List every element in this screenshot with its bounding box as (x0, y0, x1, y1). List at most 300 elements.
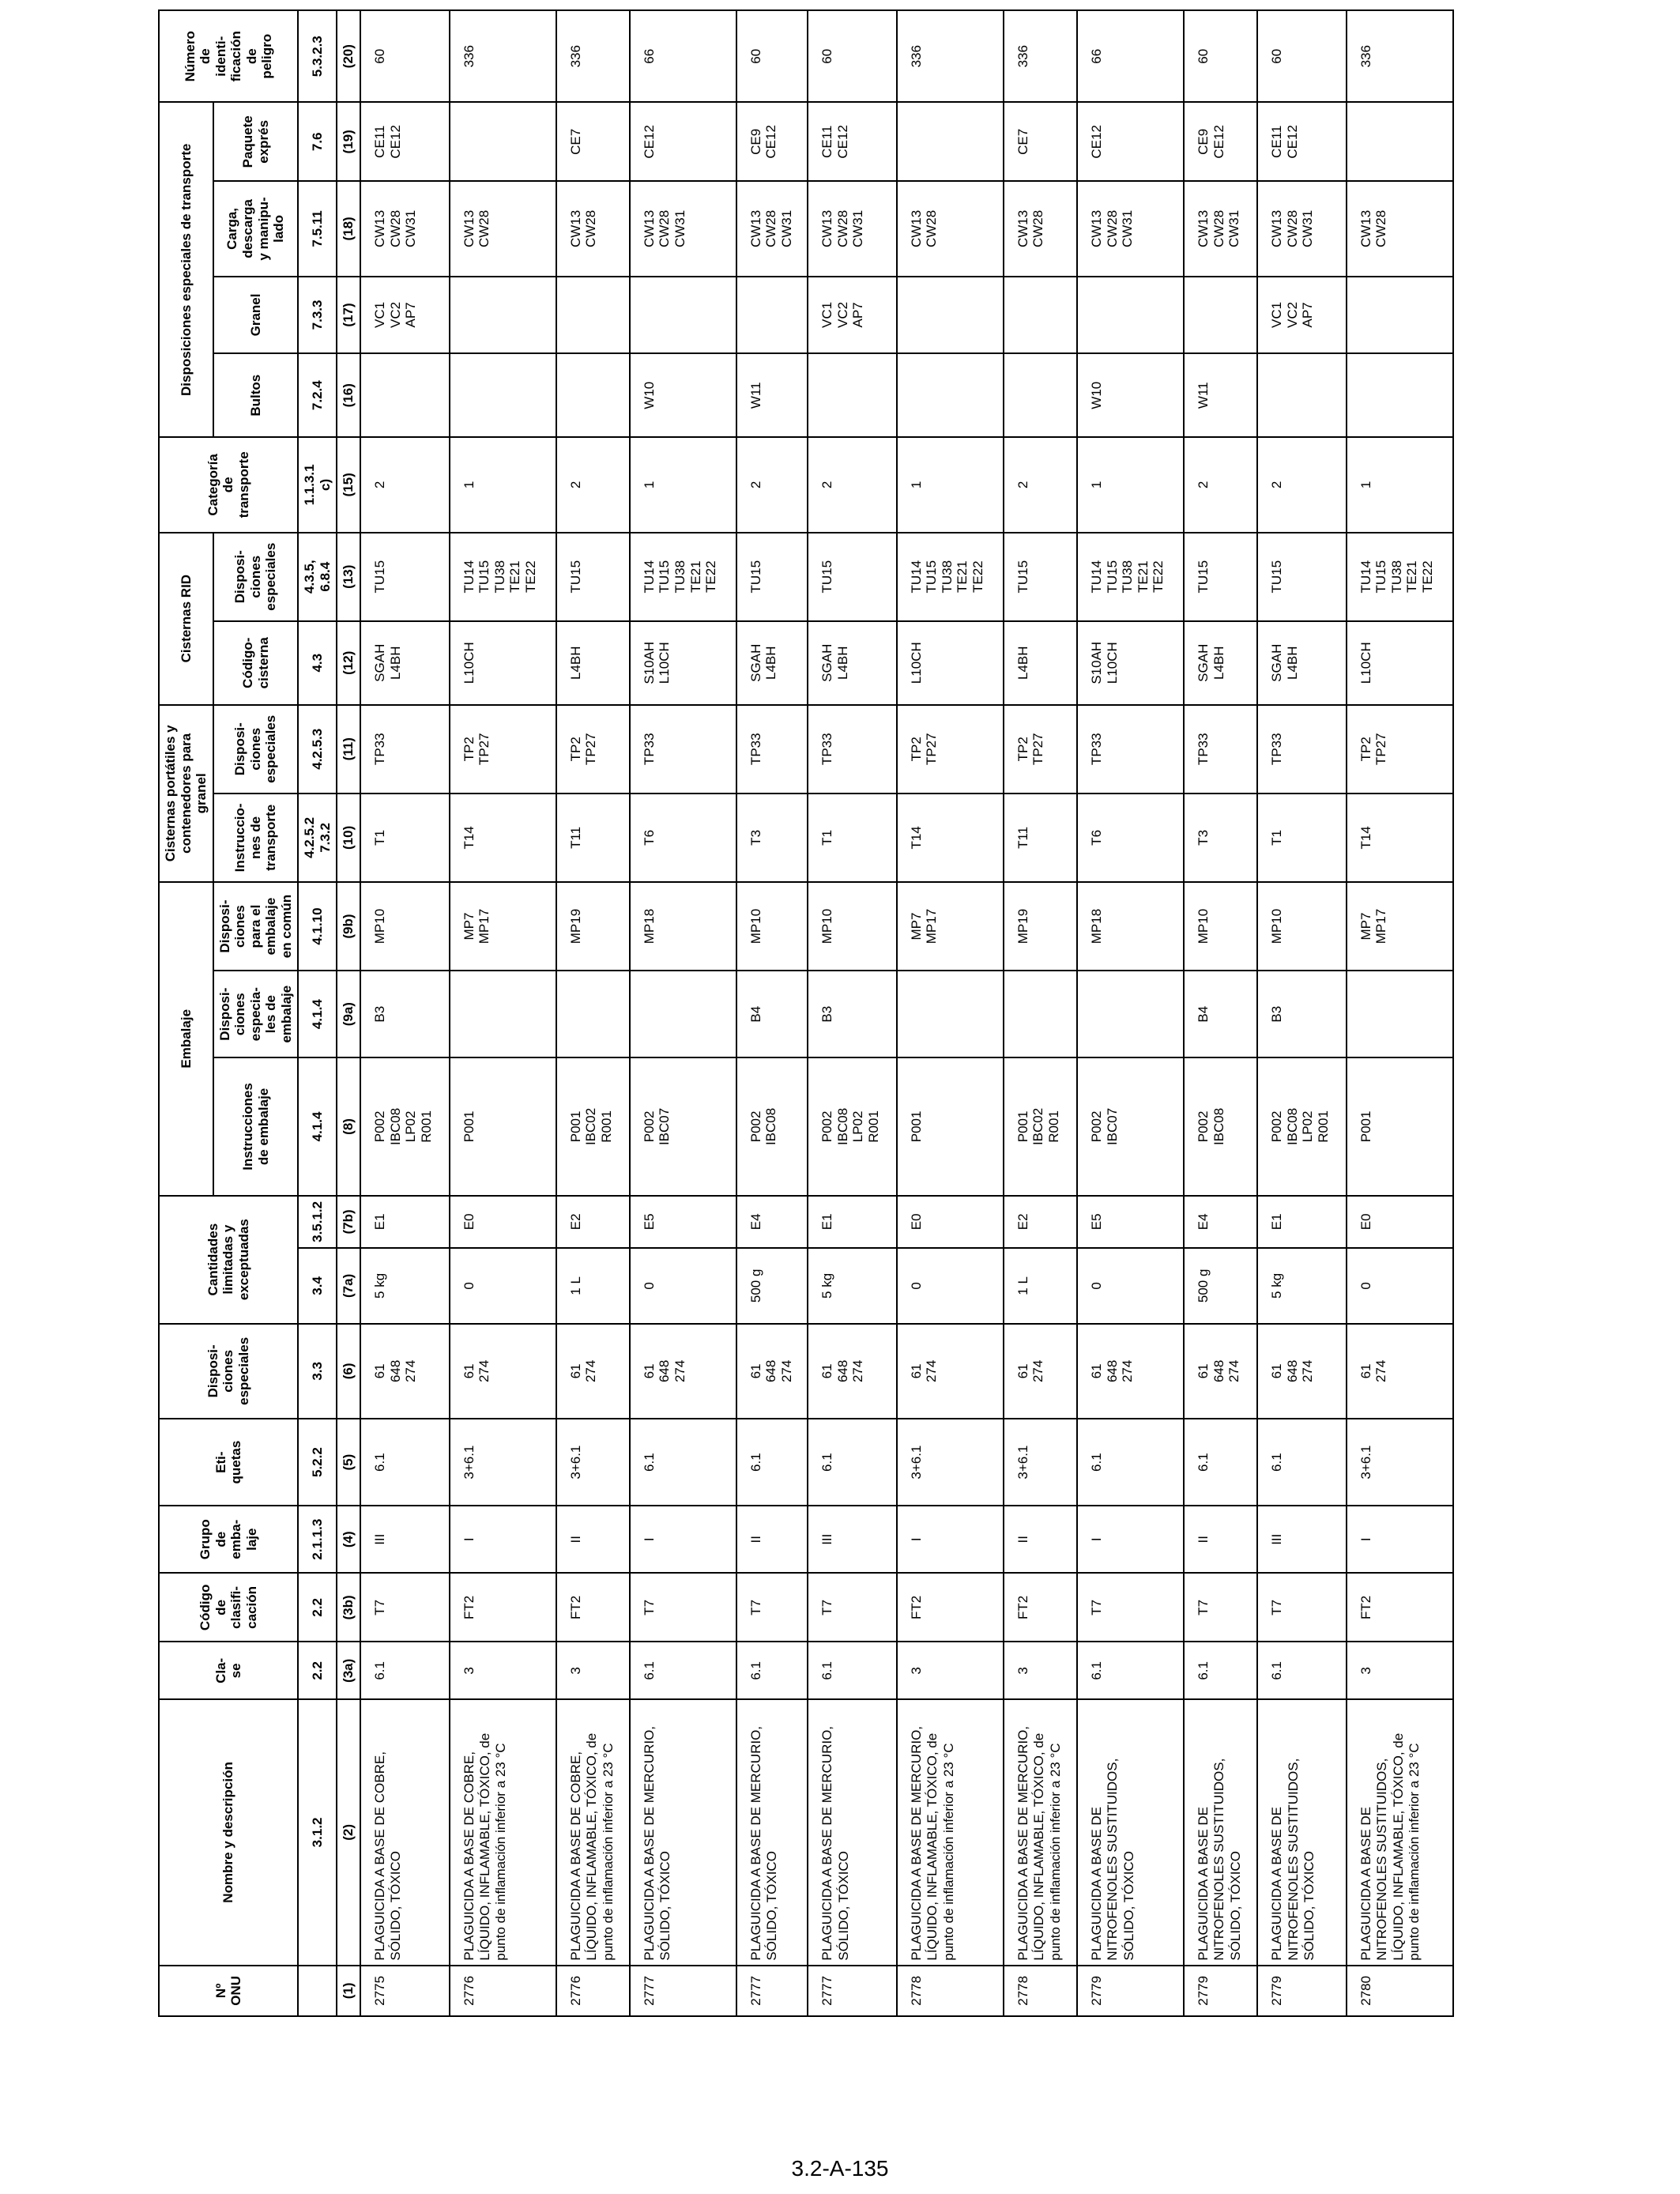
packages-provisions-cell (1347, 353, 1453, 437)
transport-category-cell: 2 (1184, 437, 1257, 532)
packing-group-cell: I (630, 1506, 736, 1573)
table-row (1347, 10, 1453, 2016)
class-cell: 6.1 (1077, 1642, 1184, 1700)
packing-instructions-cell: P001 (897, 1057, 1004, 1195)
portable-tank-instructions-cell: T1 (1257, 794, 1347, 882)
header-cisternas-rid: Cisternas RID (159, 533, 213, 705)
portable-tank-instructions-cell: T6 (630, 794, 736, 882)
name-description-cell: PLAGUICIDA A BASE DE NITROFENOLES SUSTITUIDOS, SÓLIDO, TÓXICO (1077, 1699, 1184, 1965)
num-row-cell: (7b) (337, 1196, 360, 1248)
portable-tank-provisions-cell: TP2 TP27 (556, 705, 630, 794)
packing-group-cell: I (450, 1506, 556, 1573)
labels-cell: 3+6.1 (450, 1419, 556, 1506)
labels-cell: 6.1 (630, 1419, 736, 1506)
tank-code-cell: L4BH (1004, 621, 1077, 705)
express-parcel-cell: CE11 CE12 (1257, 102, 1347, 181)
portable-tank-provisions-cell: TP2 TP27 (897, 705, 1004, 794)
packages-provisions-cell (450, 353, 556, 437)
packing-instructions-cell: P001 IBC02 R001 (556, 1057, 630, 1195)
mixed-packing-provisions-cell: MP18 (1077, 882, 1184, 971)
packing-instructions-cell: P002 IBC08 LP02 R001 (1257, 1057, 1347, 1195)
transport-category-cell: 2 (360, 437, 450, 532)
express-parcel-cell: CE9 CE12 (736, 102, 808, 181)
excepted-quantity-cell: E1 (360, 1196, 450, 1248)
packing-group-cell: II (736, 1506, 808, 1573)
header-instrucciones-transporte: Instruccio- nes de transporte (213, 794, 299, 882)
packing-instructions-cell: P002 IBC08 (736, 1057, 808, 1195)
bulk-provisions-cell (630, 277, 736, 354)
labels-cell: 6.1 (1184, 1419, 1257, 1506)
num-row-cell: (17) (337, 277, 360, 354)
ref-row-cell: 5.2.2 (298, 1419, 337, 1506)
excepted-quantity-cell: E0 (450, 1196, 556, 1248)
mixed-packing-provisions-cell: MP10 (736, 882, 808, 971)
column-number-row (337, 10, 360, 2016)
transport-category-cell: 1 (1077, 437, 1184, 532)
labels-cell: 6.1 (808, 1419, 897, 1506)
rid-tank-provisions-cell: TU15 (556, 533, 630, 621)
limited-quantity-cell: 5 kg (1257, 1248, 1347, 1324)
loading-provisions-cell: CW13 CW28 (897, 181, 1004, 276)
un-number-cell: 2775 (360, 1966, 450, 2016)
num-row-cell: (3a) (337, 1642, 360, 1700)
table-row (1257, 10, 1347, 2016)
tank-code-cell: SGAH L4BH (736, 621, 808, 705)
ref-row-cell: 4.1.4 (298, 1057, 337, 1195)
num-row-cell: (16) (337, 353, 360, 437)
special-provisions-cell: 61 648 274 (736, 1324, 808, 1419)
reference-row (298, 10, 337, 2016)
excepted-quantity-cell: E5 (630, 1196, 736, 1248)
classification-code-cell: FT2 (897, 1573, 1004, 1642)
ref-row-cell: 4.3.5, 6.8.4 (298, 533, 337, 621)
name-description-cell: PLAGUICIDA A BASE DE MERCURIO, SÓLIDO, TÓXICO (630, 1699, 736, 1965)
limited-quantity-cell: 0 (1347, 1248, 1453, 1324)
loading-provisions-cell: CW13 CW28 CW31 (808, 181, 897, 276)
hazard-number-cell: 336 (897, 10, 1004, 102)
excepted-quantity-cell: E1 (1257, 1196, 1347, 1248)
header-disposiciones-portatiles: Disposi- ciones especiales (213, 705, 299, 794)
name-description-cell: PLAGUICIDA A BASE DE NITROFENOLES SUSTITUIDOS, SÓLIDO, TÓXICO (1184, 1699, 1257, 1965)
express-parcel-cell: CE11 CE12 (360, 102, 450, 181)
ref-row-cell: 2.2 (298, 1642, 337, 1700)
limited-quantity-cell: 0 (450, 1248, 556, 1324)
mixed-packing-provisions-cell: MP19 (556, 882, 630, 971)
classification-code-cell: T7 (1257, 1573, 1347, 1642)
num-row-cell: (3b) (337, 1573, 360, 1642)
num-row-cell: (11) (337, 705, 360, 794)
portable-tank-instructions-cell: T14 (450, 794, 556, 882)
ref-row-cell: 4.3 (298, 621, 337, 705)
packages-provisions-cell (360, 353, 450, 437)
hazard-number-cell: 336 (1347, 10, 1453, 102)
table-wrapper (158, 9, 1454, 2017)
name-description-cell: PLAGUICIDA A BASE DE COBRE, LÍQUIDO, INFLAMABLE, TÓXICO, de punto de inflamación inferior a 23 °C (556, 1699, 630, 1965)
hazard-number-cell: 66 (1077, 10, 1184, 102)
portable-tank-provisions-cell: TP2 TP27 (1347, 705, 1453, 794)
rid-tank-provisions-cell: TU14 TU15 TU38 TE21 TE22 (1077, 533, 1184, 621)
portable-tank-provisions-cell: TP33 (360, 705, 450, 794)
table-row (630, 10, 736, 2016)
labels-cell: 3+6.1 (1004, 1419, 1077, 1506)
header-categoria: Categoría de transporte (159, 437, 298, 532)
mixed-packing-provisions-cell: MP7 MP17 (897, 882, 1004, 971)
ref-row-cell: 3.4 (298, 1248, 337, 1324)
loading-provisions-cell: CW13 CW28 (556, 181, 630, 276)
rid-tank-provisions-cell: TU14 TU15 TU38 TE21 TE22 (897, 533, 1004, 621)
packing-group-cell: II (1004, 1506, 1077, 1573)
header-disposiciones-especiales: Disposi- ciones especiales (159, 1324, 298, 1419)
name-description-cell: PLAGUICIDA A BASE DE NITROFENOLES SUSTITUIDOS, LÍQUIDO, INFLAMABLE, TÓXICO, de punto de inflamación inferior a 23 °C (1347, 1699, 1453, 1965)
ref-row-cell: 2.1.1.3 (298, 1506, 337, 1573)
loading-provisions-cell: CW13 CW28 (1347, 181, 1453, 276)
special-provisions-cell: 61 648 274 (1184, 1324, 1257, 1419)
limited-quantity-cell: 1 L (556, 1248, 630, 1324)
portable-tank-provisions-cell: TP33 (630, 705, 736, 794)
special-packing-provisions-cell (897, 971, 1004, 1057)
portable-tank-instructions-cell: T1 (360, 794, 450, 882)
rid-tank-provisions-cell: TU15 (1184, 533, 1257, 621)
portable-tank-instructions-cell: T11 (556, 794, 630, 882)
classification-code-cell: T7 (736, 1573, 808, 1642)
rid-tank-provisions-cell: TU15 (808, 533, 897, 621)
limited-quantity-cell: 5 kg (360, 1248, 450, 1324)
bulk-provisions-cell: VC1 VC2 AP7 (360, 277, 450, 354)
un-number-cell: 2777 (736, 1966, 808, 2016)
header-disposiciones-rid: Disposi- ciones especiales (213, 533, 299, 621)
header-instrucciones-embalaje: Instrucciones de embalaje (213, 1057, 299, 1195)
num-row-cell: (20) (337, 10, 360, 102)
excepted-quantity-cell: E4 (1184, 1196, 1257, 1248)
bulk-provisions-cell (897, 277, 1004, 354)
special-provisions-cell: 61 648 274 (1077, 1324, 1184, 1419)
name-description-cell: PLAGUICIDA A BASE DE MERCURIO, LÍQUIDO, INFLAMABLE, TÓXICO, de punto de inflamación inferior a 23 °C (1004, 1699, 1077, 1965)
labels-cell: 3+6.1 (897, 1419, 1004, 1506)
special-packing-provisions-cell (450, 971, 556, 1057)
un-number-cell: 2777 (808, 1966, 897, 2016)
packing-instructions-cell: P002 IBC08 LP02 R001 (360, 1057, 450, 1195)
express-parcel-cell: CE7 (556, 102, 630, 181)
un-number-cell: 2779 (1077, 1966, 1184, 2016)
mixed-packing-provisions-cell: MP19 (1004, 882, 1077, 971)
special-packing-provisions-cell (1004, 971, 1077, 1057)
ref-row-cell: 5.3.2.3 (298, 10, 337, 102)
labels-cell: 6.1 (360, 1419, 450, 1506)
un-number-cell: 2780 (1347, 1966, 1453, 2016)
portable-tank-provisions-cell: TP2 TP27 (1004, 705, 1077, 794)
packing-group-cell: I (1347, 1506, 1453, 1573)
name-description-cell: PLAGUICIDA A BASE DE NITROFENOLES SUSTITUIDOS, SÓLIDO, TÓXICO (1257, 1699, 1347, 1965)
labels-cell: 6.1 (1257, 1419, 1347, 1506)
class-cell: 6.1 (736, 1642, 808, 1700)
hazard-number-cell: 336 (1004, 10, 1077, 102)
header-granel: Granel (213, 277, 299, 354)
header-codigo-cisterna: Código- cisterna (213, 621, 299, 705)
tank-code-cell: L4BH (556, 621, 630, 705)
rid-tank-provisions-cell: TU15 (360, 533, 450, 621)
limited-quantity-cell: 5 kg (808, 1248, 897, 1324)
tank-code-cell: S10AH L10CH (630, 621, 736, 705)
tank-code-cell: L10CH (450, 621, 556, 705)
num-row-cell: (18) (337, 181, 360, 276)
express-parcel-cell: CE12 (1077, 102, 1184, 181)
packing-group-cell: I (897, 1506, 1004, 1573)
rid-tank-provisions-cell: TU15 (1257, 533, 1347, 621)
header-bultos: Bultos (213, 353, 299, 437)
header-un-no: Nº ONU (159, 1966, 298, 2016)
portable-tank-instructions-cell: T14 (897, 794, 1004, 882)
header-numero-peligro: Número de identi- ficación de peligro (159, 10, 298, 102)
classification-code-cell: T7 (630, 1573, 736, 1642)
ref-row-cell: 3.1.2 (298, 1699, 337, 1965)
packing-instructions-cell: P001 (1347, 1057, 1453, 1195)
packages-provisions-cell: W11 (1184, 353, 1257, 437)
hazard-number-cell: 60 (360, 10, 450, 102)
portable-tank-instructions-cell: T14 (1347, 794, 1453, 882)
loading-provisions-cell: CW13 CW28 CW31 (630, 181, 736, 276)
portable-tank-instructions-cell: T11 (1004, 794, 1077, 882)
ref-row-cell: 1.1.3.1 c) (298, 437, 337, 532)
table-row (360, 10, 450, 2016)
header-disposiciones-embalaje: Disposi- ciones especia- les de embalaje (213, 971, 299, 1057)
un-number-cell: 2776 (450, 1966, 556, 2016)
un-number-cell: 2778 (897, 1966, 1004, 2016)
page-number: 3.2-A-135 (791, 2156, 889, 2181)
ref-row-cell: 3.3 (298, 1324, 337, 1419)
num-row-cell: (12) (337, 621, 360, 705)
ref-row-cell: 7.2.4 (298, 353, 337, 437)
special-packing-provisions-cell: B3 (1257, 971, 1347, 1057)
portable-tank-provisions-cell: TP33 (1257, 705, 1347, 794)
header-carga: Carga, descarga y manipu- lado (213, 181, 299, 276)
class-cell: 3 (897, 1642, 1004, 1700)
num-row-cell: (9a) (337, 971, 360, 1057)
tank-code-cell: L10CH (1347, 621, 1453, 705)
hazard-number-cell: 60 (1257, 10, 1347, 102)
rid-tank-provisions-cell: TU14 TU15 TU38 TE21 TE22 (450, 533, 556, 621)
tank-code-cell: SGAH L4BH (808, 621, 897, 705)
transport-category-cell: 1 (897, 437, 1004, 532)
ref-row-cell: 4.2.5.3 (298, 705, 337, 794)
express-parcel-cell: CE7 (1004, 102, 1077, 181)
ref-row-cell (298, 1966, 337, 2016)
packing-group-cell: III (1257, 1506, 1347, 1573)
mixed-packing-provisions-cell: MP10 (1257, 882, 1347, 971)
num-row-cell: (4) (337, 1506, 360, 1573)
express-parcel-cell: CE9 CE12 (1184, 102, 1257, 181)
excepted-quantity-cell: E2 (1004, 1196, 1077, 1248)
ref-row-cell: 4.2.5.2 7.3.2 (298, 794, 337, 882)
tank-code-cell: SGAH L4BH (1184, 621, 1257, 705)
special-provisions-cell: 61 274 (1004, 1324, 1077, 1419)
special-provisions-cell: 61 274 (1347, 1324, 1453, 1419)
table-row (1004, 10, 1077, 2016)
limited-quantity-cell: 500 g (736, 1248, 808, 1324)
packing-group-cell: II (556, 1506, 630, 1573)
tank-code-cell: S10AH L10CH (1077, 621, 1184, 705)
un-number-cell: 2779 (1257, 1966, 1347, 2016)
packing-instructions-cell: P002 IBC08 (1184, 1057, 1257, 1195)
mixed-packing-provisions-cell: MP10 (360, 882, 450, 971)
header-disposiciones-transporte: Disposiciones especiales de transporte (159, 102, 213, 437)
class-cell: 3 (1347, 1642, 1453, 1700)
portable-tank-provisions-cell: TP2 TP27 (450, 705, 556, 794)
num-row-cell: (9b) (337, 882, 360, 971)
ref-row-cell: 7.3.3 (298, 277, 337, 354)
transport-category-cell: 1 (450, 437, 556, 532)
ref-row-cell: 3.5.1.2 (298, 1196, 337, 1248)
table-body (360, 10, 1453, 2016)
limited-quantity-cell: 0 (1077, 1248, 1184, 1324)
special-packing-provisions-cell: B3 (360, 971, 450, 1057)
bulk-provisions-cell (450, 277, 556, 354)
header-paquete: Paquete exprés (213, 102, 299, 181)
table-row (1184, 10, 1257, 2016)
transport-category-cell: 2 (808, 437, 897, 532)
excepted-quantity-cell: E1 (808, 1196, 897, 1248)
ref-row-cell: 4.1.4 (298, 971, 337, 1057)
packing-group-cell: III (808, 1506, 897, 1573)
packages-provisions-cell: W11 (736, 353, 808, 437)
portable-tank-instructions-cell: T1 (808, 794, 897, 882)
header-codigo: Código de clasifi- cación (159, 1573, 298, 1642)
class-cell: 3 (556, 1642, 630, 1700)
hazard-number-cell: 336 (556, 10, 630, 102)
transport-category-cell: 2 (1257, 437, 1347, 532)
header-cisternas-portatiles: Cisternas portátiles y contenedores para granel (159, 705, 213, 882)
class-cell: 3 (1004, 1642, 1077, 1700)
classification-code-cell: FT2 (450, 1573, 556, 1642)
packing-group-cell: III (360, 1506, 450, 1573)
special-packing-provisions-cell: B4 (736, 971, 808, 1057)
loading-provisions-cell: CW13 CW28 CW31 (1257, 181, 1347, 276)
packing-group-cell: II (1184, 1506, 1257, 1573)
table-row (450, 10, 556, 2016)
rid-tank-provisions-cell: TU15 (736, 533, 808, 621)
hazard-number-cell: 60 (736, 10, 808, 102)
packages-provisions-cell (897, 353, 1004, 437)
packages-provisions-cell (1257, 353, 1347, 437)
loading-provisions-cell: CW13 CW28 CW31 (1077, 181, 1184, 276)
classification-code-cell: T7 (360, 1573, 450, 1642)
bulk-provisions-cell: VC1 VC2 AP7 (808, 277, 897, 354)
special-provisions-cell: 61 274 (450, 1324, 556, 1419)
labels-cell: 6.1 (1077, 1419, 1184, 1506)
class-cell: 3 (450, 1642, 556, 1700)
portable-tank-provisions-cell: TP33 (736, 705, 808, 794)
portable-tank-instructions-cell: T6 (1077, 794, 1184, 882)
loading-provisions-cell: CW13 CW28 CW31 (1184, 181, 1257, 276)
transport-category-cell: 2 (556, 437, 630, 532)
bulk-provisions-cell (1077, 277, 1184, 354)
name-description-cell: PLAGUICIDA A BASE DE MERCURIO, SÓLIDO, TÓXICO (808, 1699, 897, 1965)
class-cell: 6.1 (360, 1642, 450, 1700)
excepted-quantity-cell: E4 (736, 1196, 808, 1248)
hazard-number-cell: 60 (808, 10, 897, 102)
packages-provisions-cell (1004, 353, 1077, 437)
portable-tank-instructions-cell: T3 (736, 794, 808, 882)
header-embalaje: Embalaje (159, 882, 213, 1196)
packing-instructions-cell: P002 IBC07 (1077, 1057, 1184, 1195)
table-row (808, 10, 897, 2016)
tank-code-cell: SGAH L4BH (1257, 621, 1347, 705)
name-description-cell: PLAGUICIDA A BASE DE MERCURIO, LÍQUIDO, INFLAMABLE, TÓXICO, de punto de inflamación inferior a 23 °C (897, 1699, 1004, 1965)
classification-code-cell: FT2 (1347, 1573, 1453, 1642)
special-provisions-cell: 61 274 (897, 1324, 1004, 1419)
portable-tank-provisions-cell: TP33 (808, 705, 897, 794)
hazard-number-cell: 66 (630, 10, 736, 102)
table-row (897, 10, 1004, 2016)
hazard-number-cell: 60 (1184, 10, 1257, 102)
header-cantidades: Cantidades limitadas y exceptuadas (159, 1196, 298, 1324)
special-provisions-cell: 61 274 (556, 1324, 630, 1419)
num-row-cell: (7a) (337, 1248, 360, 1324)
special-packing-provisions-cell (630, 971, 736, 1057)
limited-quantity-cell: 1 L (1004, 1248, 1077, 1324)
excepted-quantity-cell: E0 (897, 1196, 1004, 1248)
packages-provisions-cell: W10 (630, 353, 736, 437)
packages-provisions-cell: W10 (1077, 353, 1184, 437)
rid-tank-provisions-cell: TU14 TU15 TU38 TE21 TE22 (630, 533, 736, 621)
classification-code-cell: T7 (1077, 1573, 1184, 1642)
loading-provisions-cell: CW13 CW28 CW31 (360, 181, 450, 276)
express-parcel-cell (1347, 102, 1453, 181)
table-row (556, 10, 630, 2016)
num-row-cell: (1) (337, 1966, 360, 2016)
bulk-provisions-cell (1004, 277, 1077, 354)
header-clase: Cla- se (159, 1642, 298, 1700)
hazard-number-cell: 336 (450, 10, 556, 102)
mixed-packing-provisions-cell: MP18 (630, 882, 736, 971)
packing-group-cell: I (1077, 1506, 1184, 1573)
un-number-cell: 2779 (1184, 1966, 1257, 2016)
loading-provisions-cell: CW13 CW28 (450, 181, 556, 276)
header-row-1 (159, 10, 213, 2016)
un-number-cell: 2777 (630, 1966, 736, 2016)
num-row-cell: (10) (337, 794, 360, 882)
table-row (1077, 10, 1184, 2016)
labels-cell: 3+6.1 (1347, 1419, 1453, 1506)
loading-provisions-cell: CW13 CW28 (1004, 181, 1077, 276)
express-parcel-cell: CE12 (630, 102, 736, 181)
express-parcel-cell (450, 102, 556, 181)
header-name: Nombre y descripción (159, 1699, 298, 1965)
header-etiquetas: Eti- quetas (159, 1419, 298, 1506)
packing-instructions-cell: P001 (450, 1057, 556, 1195)
transport-category-cell: 2 (736, 437, 808, 532)
tank-code-cell: SGAH L4BH (360, 621, 450, 705)
mixed-packing-provisions-cell: MP10 (1184, 882, 1257, 971)
num-row-cell: (5) (337, 1419, 360, 1506)
special-packing-provisions-cell (1347, 971, 1453, 1057)
rid-tank-provisions-cell: TU15 (1004, 533, 1077, 621)
num-row-cell: (8) (337, 1057, 360, 1195)
classification-code-cell: FT2 (1004, 1573, 1077, 1642)
packing-instructions-cell: P002 IBC08 LP02 R001 (808, 1057, 897, 1195)
dangerous-goods-table (158, 9, 1454, 2017)
transport-category-cell: 1 (630, 437, 736, 532)
num-row-cell: (13) (337, 533, 360, 621)
classification-code-cell: FT2 (556, 1573, 630, 1642)
portable-tank-provisions-cell: TP33 (1077, 705, 1184, 794)
class-cell: 6.1 (1257, 1642, 1347, 1700)
limited-quantity-cell: 0 (630, 1248, 736, 1324)
express-parcel-cell (897, 102, 1004, 181)
num-row-cell: (19) (337, 102, 360, 181)
num-row-cell: (15) (337, 437, 360, 532)
tank-code-cell: L10CH (897, 621, 1004, 705)
special-packing-provisions-cell: B3 (808, 971, 897, 1057)
